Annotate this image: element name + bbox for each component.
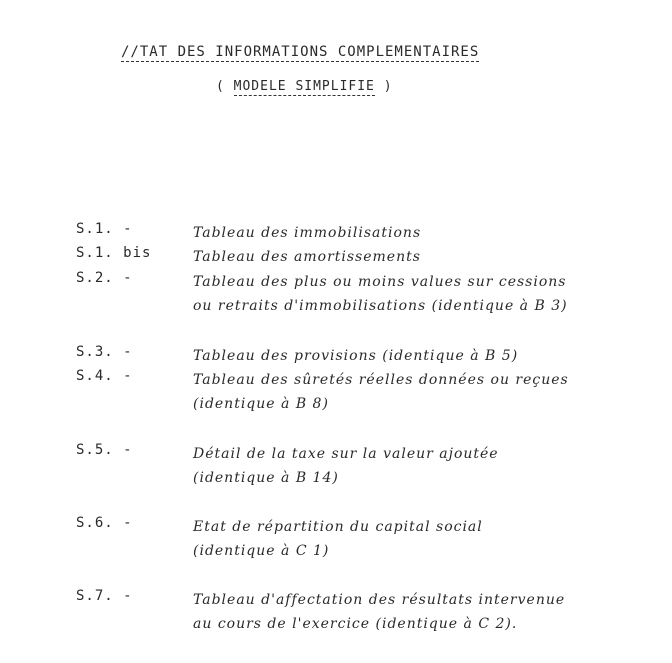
subtitle-text: MODELE SIMPLIFIE [233, 79, 375, 94]
entry-description [193, 588, 565, 636]
entry-line: au cours de l'exercice (identique à C 2). [193, 616, 518, 632]
entry-line: (identique à B 14) [193, 470, 339, 486]
entry-line: ou retraits d'immobilisations (identique à B 3) [193, 298, 568, 314]
entry-line: Tableau des sûretés réelles données ou reçues [193, 372, 569, 388]
document-title: //TAT DES INFORMATIONS COMPLEMENTAIRES [121, 44, 480, 60]
entry-line: Tableau des amortissements [193, 249, 421, 265]
entry-code: S.1. bis [76, 245, 152, 261]
entry-line: Tableau des provisions (identique à B 5) [193, 348, 519, 364]
entry-code: S.5. - [76, 442, 133, 458]
entry-code: S.6. - [76, 515, 133, 531]
entry-code: S.7. - [76, 588, 133, 604]
entry-description [193, 344, 518, 368]
entry-line: Etat de répartition du capital social [193, 519, 483, 535]
entry-description [193, 245, 421, 269]
subtitle-open-paren: ( [216, 79, 234, 94]
entry-code: S.2. - [76, 270, 133, 286]
document-subtitle [216, 79, 393, 94]
entry-line: Tableau d'affectation des résultats intervenue [193, 592, 566, 608]
entry-code: S.4. - [76, 368, 133, 384]
entry-description [193, 368, 569, 416]
subtitle-close-paren: ) [374, 79, 393, 94]
entry-description [193, 442, 499, 490]
entry-code: S.3. - [76, 344, 133, 360]
entry-line: Tableau des plus ou moins values sur cessions [193, 274, 567, 290]
entry-description [193, 221, 421, 245]
entry-line: (identique à C 1) [193, 543, 330, 559]
entry-description [193, 270, 568, 318]
entry-code: S.1. - [76, 221, 133, 237]
entry-line: Détail de la taxe sur la valeur ajoutée [193, 446, 499, 462]
entry-description [193, 515, 483, 563]
entry-line: (identique à B 8) [193, 396, 329, 412]
entry-line: Tableau des immobilisations [193, 225, 422, 241]
